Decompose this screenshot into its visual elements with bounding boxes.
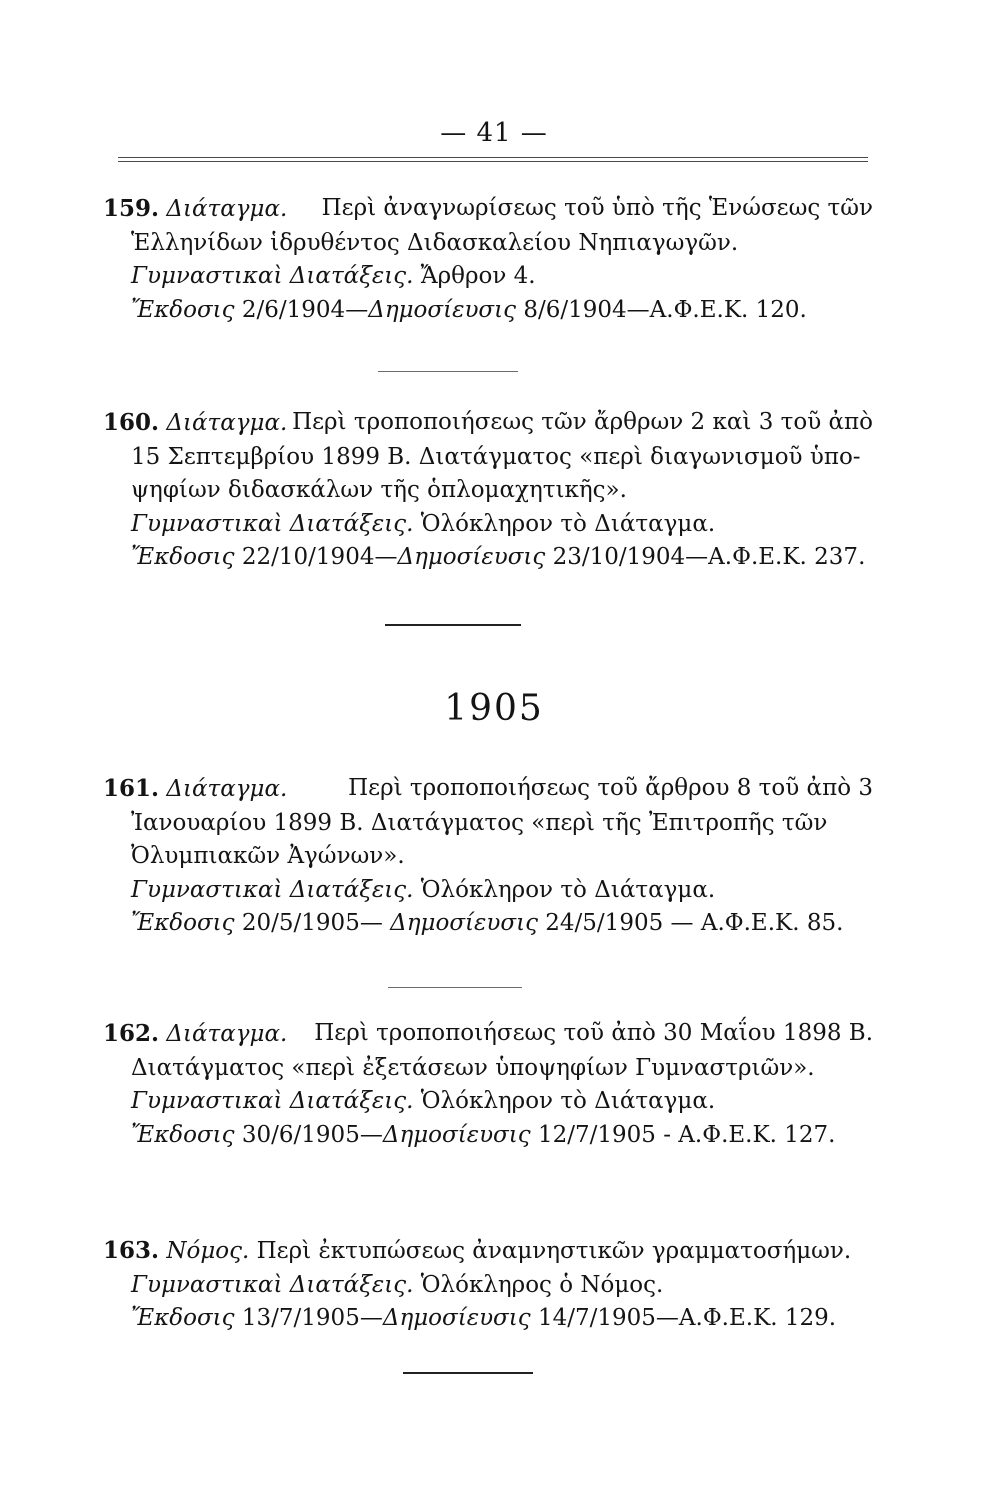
publication-line (103, 294, 873, 328)
gym-value: Ἄρθρον 4. (420, 263, 536, 289)
gym-diataxeis-line (103, 508, 873, 542)
gym-diataxeis-line (103, 1085, 873, 1119)
publication-line (103, 1302, 873, 1336)
entry-first-line (103, 772, 873, 807)
separator-long (403, 1372, 533, 1374)
year-heading: 1905 (444, 688, 544, 729)
separator-long (385, 624, 521, 626)
entry-text-line: Ἰανουαρίου 1899 Β. Διατάγματος «περὶ τῆς Ἐπιτροπῆς τῶν (131, 809, 828, 836)
dimosieusis-value: 12/7/1905 - Α.Φ.Ε.Κ. 127. (537, 1121, 836, 1148)
entry-type: Διάταγμα. (166, 1021, 288, 1047)
dimosieusis-label: Δημοσίευσις (390, 910, 538, 936)
ekdosis-label: Ἔκδοσις (131, 544, 235, 570)
entry-type: Διάταγμα. (166, 196, 288, 222)
entry-first-line (103, 406, 873, 441)
entry-162 (103, 1017, 873, 1152)
gym-diataxeis-line (103, 874, 873, 908)
separator-short (388, 987, 522, 988)
ekdosis-date: 22/10/1904— (241, 544, 398, 570)
gym-value: Ὁλόκληρον τὸ Διάταγμα. (420, 1088, 716, 1114)
gym-label: Γυμναστικαὶ Διατάξεις. (131, 1271, 414, 1298)
header-rule-bottom (118, 161, 868, 162)
ekdosis-date: 30/6/1905— (241, 1121, 383, 1148)
entry-160 (103, 406, 873, 575)
publication-line (103, 541, 873, 575)
publication-line (103, 907, 873, 941)
gym-value: Ὁλόκληρον τὸ Διάταγμα. (420, 510, 716, 537)
entry-first-line (103, 1234, 873, 1269)
dimosieusis-label: Δημοσίευσις (397, 544, 546, 570)
entry-161 (103, 772, 873, 941)
entry-text-line: Ὀλυμπιακῶν Ἀγώνων». (131, 843, 405, 869)
dimosieusis-label: Δημοσίευσις (382, 1305, 531, 1331)
gym-label: Γυμναστικαὶ Διατάξεις. (131, 1088, 414, 1114)
entry-type: Διάταγμα. (166, 410, 288, 436)
entry-159 (103, 192, 873, 327)
ekdosis-date: 13/7/1905— (241, 1305, 383, 1331)
entry-text-line: Περὶ τροποποιήσεως τοῦ ἄρθρου 8 τοῦ ἀπὸ 3 (348, 775, 873, 801)
entry-text-line: ψηφίων διδασκάλων τῆς ὁπλομαχητικῆς». (131, 477, 627, 503)
entry-text-line: Περὶ τροποποιήσεως τῶν ἄρθρων 2 καὶ 3 τοῦ ἀπὸ (292, 409, 873, 435)
gym-diataxeis-line (103, 1269, 873, 1303)
gym-value: Ὁλόκληρος ὁ Νόμος. (420, 1271, 664, 1298)
ekdosis-label: Ἔκδοσις (131, 296, 235, 323)
entry-number: 162. (103, 1020, 160, 1047)
ekdosis-label: Ἔκδοσις (131, 910, 235, 936)
dimosieusis-value: 8/6/1904—Α.Φ.Ε.Κ. 120. (523, 296, 807, 323)
entry-number: 161. (103, 775, 160, 802)
entry-number: 160. (103, 409, 160, 436)
gym-label: Γυμναστικαὶ Διατάξεις. (131, 510, 414, 537)
dimosieusis-value: 24/5/1905 — Α.Φ.Ε.Κ. 85. (545, 910, 844, 936)
ekdosis-label: Ἔκδοσις (131, 1305, 235, 1331)
entry-text-line: Ἑλληνίδων ἱδρυθέντος Διδασκαλείου Νηπιαγωγῶν. (131, 229, 739, 256)
entry-163 (103, 1234, 873, 1336)
gym-label: Γυμναστικαὶ Διατάξεις. (131, 876, 414, 903)
entry-first-line (103, 1017, 873, 1052)
gym-diataxeis-line (103, 260, 873, 294)
entry-first-line (103, 192, 873, 227)
entry-text-line: Περὶ τροποποιήσεως τοῦ ἀπὸ 30 Μαΐου 1898 Β. (314, 1020, 873, 1046)
entry-text-line: 15 Σεπτεμβρίου 1899 Β. Διατάγματος «περὶ διαγωνισμοῦ ὑπο- (131, 443, 861, 470)
entry-type: Νόμος. (166, 1238, 250, 1264)
separator-short (378, 371, 518, 372)
dimosieusis-value: 14/7/1905—Α.Φ.Ε.Κ. 129. (537, 1305, 837, 1331)
gym-label: Γυμναστικαὶ Διατάξεις. (131, 263, 414, 289)
entry-type: Διάταγμα. (166, 776, 288, 802)
entry-number: 163. (103, 1237, 160, 1264)
publication-line (103, 1119, 873, 1153)
gym-value: Ὁλόκληρον τὸ Διάταγμα. (420, 876, 716, 903)
dimosieusis-value: 23/10/1904—Α.Φ.Ε.Κ. 237. (552, 544, 866, 570)
dimosieusis-label: Δημοσίευσις (382, 1121, 531, 1148)
entry-number: 159. (103, 195, 160, 222)
entry-text-line: Περὶ ἐκτυπώσεως ἀναμνηστικῶν γραμματοσήμων. (256, 1238, 852, 1264)
ekdosis-date: 2/6/1904— (241, 296, 369, 323)
entry-text-line: Περὶ ἀναγνωρίσεως τοῦ ὑπὸ τῆς Ἑνώσεως τῶν (321, 195, 873, 221)
page-number: — 41 — (440, 118, 548, 148)
ekdosis-date: 20/5/1905— (241, 910, 391, 936)
entry-text-line: Διατάγματος «περὶ ἐξετάσεων ὑποψηφίων Γυμναστριῶν». (131, 1054, 815, 1081)
header-rule-top (118, 157, 868, 158)
ekdosis-label: Ἔκδοσις (131, 1121, 235, 1148)
dimosieusis-label: Δημοσίευσις (368, 296, 517, 323)
